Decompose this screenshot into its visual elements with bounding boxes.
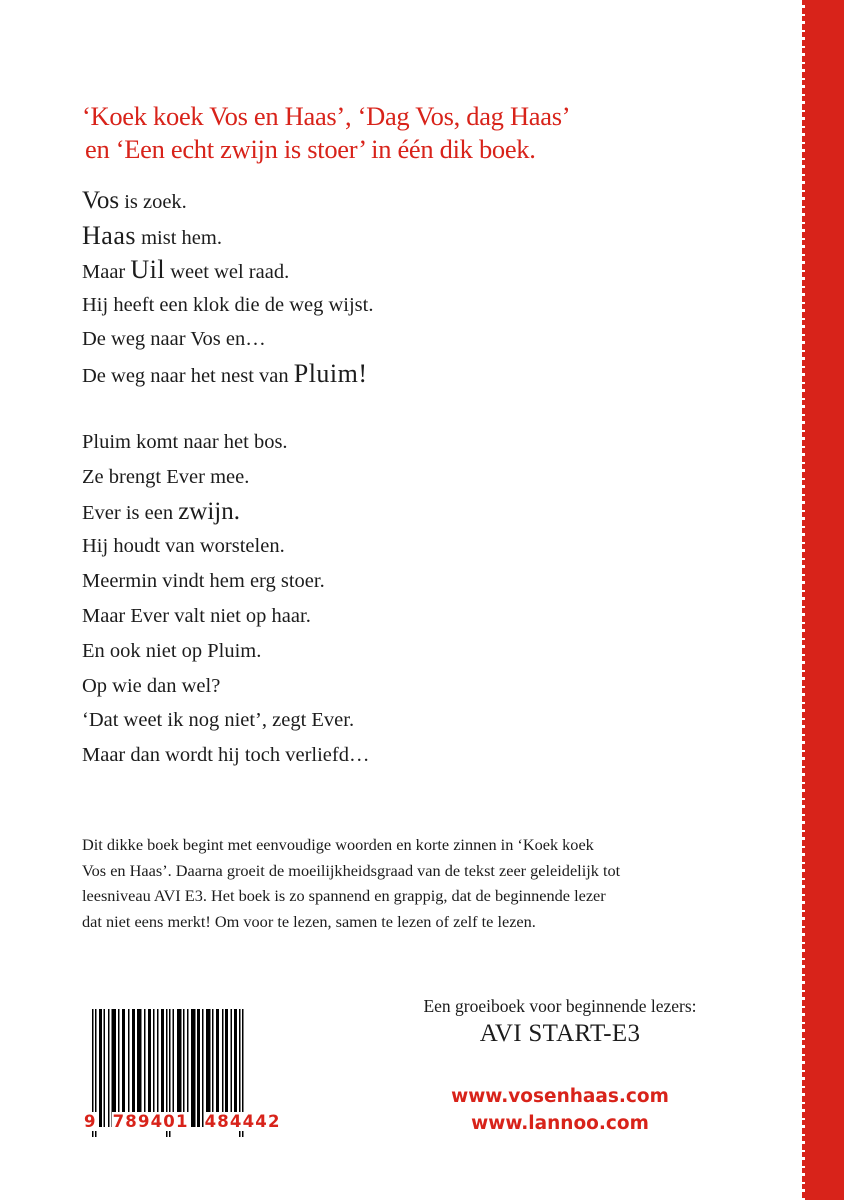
headline [82,100,570,166]
story-part-1 [82,184,373,391]
story-line [82,703,369,738]
story-text: Ever is een [82,501,179,524]
website-links [380,1083,740,1137]
story-line [82,634,369,669]
story-line [82,738,369,773]
isbn-prefix: 9 [84,1112,97,1131]
emphasis-word: Pluim [293,358,359,388]
emphasis-word: Vos [82,187,120,214]
isbn-group-2: 484442 [204,1112,281,1131]
story-line [82,253,373,288]
description-line: Dit dikke boek begint met eenvoudige woorden en korte zinnen in ‘Koek koek [82,835,594,854]
headline-line-2: en ‘Een echt zwijn is stoer’ in één dik boek. [85,134,536,164]
story-line [82,219,373,254]
reading-level-intro: Een groeiboek voor beginnende lezers: [423,996,697,1016]
red-edge-stripe [805,0,844,1200]
story-text: Maar dan wordt hij toch verliefd… [82,744,370,767]
story-line [82,288,373,323]
book-description [82,832,702,934]
story-text: mist hem. [135,226,222,249]
story-line [82,495,369,530]
headline-line-1: ‘Koek koek Vos en Haas’, ‘Dag Vos, dag Haas’ [82,101,571,131]
story-text: Maar Ever valt niet op haar. [82,604,311,627]
link-lannoo[interactable]: www.lannoo.com [471,1113,649,1134]
story-line [82,460,369,495]
story-text: Op wie dan wel? [82,674,221,697]
story-text: ! [358,358,368,388]
story-text: En ook niet op Pluim. [82,639,262,662]
story-text: De weg naar het nest van [82,364,294,387]
story-text: Hij heeft een klok die de weg wijst. [82,293,374,316]
isbn-group-1: 789401 [112,1112,189,1131]
description-line: dat niet eens merkt! Om voor te lezen, samen te lezen of zelf te lezen. [82,911,536,931]
emphasis-word: zwijn. [178,497,240,525]
story-part-2 [82,425,369,773]
emphasis-word: Haas [82,220,136,250]
story-line [82,669,369,704]
reading-level-value: AVI START-E3 [479,1020,641,1047]
story-line [82,599,369,634]
story-line [82,184,373,219]
description-line: leesniveau AVI E3. Het boek is zo spannend en grappig, dat de beginnende lezer [82,886,606,905]
story-line [82,564,369,599]
emphasis-word: Uil [130,255,166,284]
link-vosenhaas[interactable]: www.vosenhaas.com [451,1086,669,1107]
reading-level-block [380,994,740,1050]
story-line [82,425,369,460]
description-line: Vos en Haas’. Daarna groeit de moeilijkheidsgraad van de tekst zeer geleidelijk tot [82,860,621,880]
story-text: Maar [82,261,131,283]
story-line [82,529,369,564]
story-text: weet wel raad. [165,261,290,283]
story-text: De weg naar Vos en… [82,328,266,350]
story-text: Ze brengt Ever mee. [82,465,250,488]
story-line [82,322,373,357]
story-text: Pluim komt naar het bos. [82,431,288,453]
story-text: ‘Dat weet ik nog niet’, zegt Ever. [82,709,355,732]
isbn-number [83,1112,282,1131]
story-text: Meermin vindt hem erg stoer. [82,570,325,593]
story-text: Hij houdt van worstelen. [82,535,285,558]
story-text: is zoek. [119,191,187,213]
story-line [82,357,373,392]
